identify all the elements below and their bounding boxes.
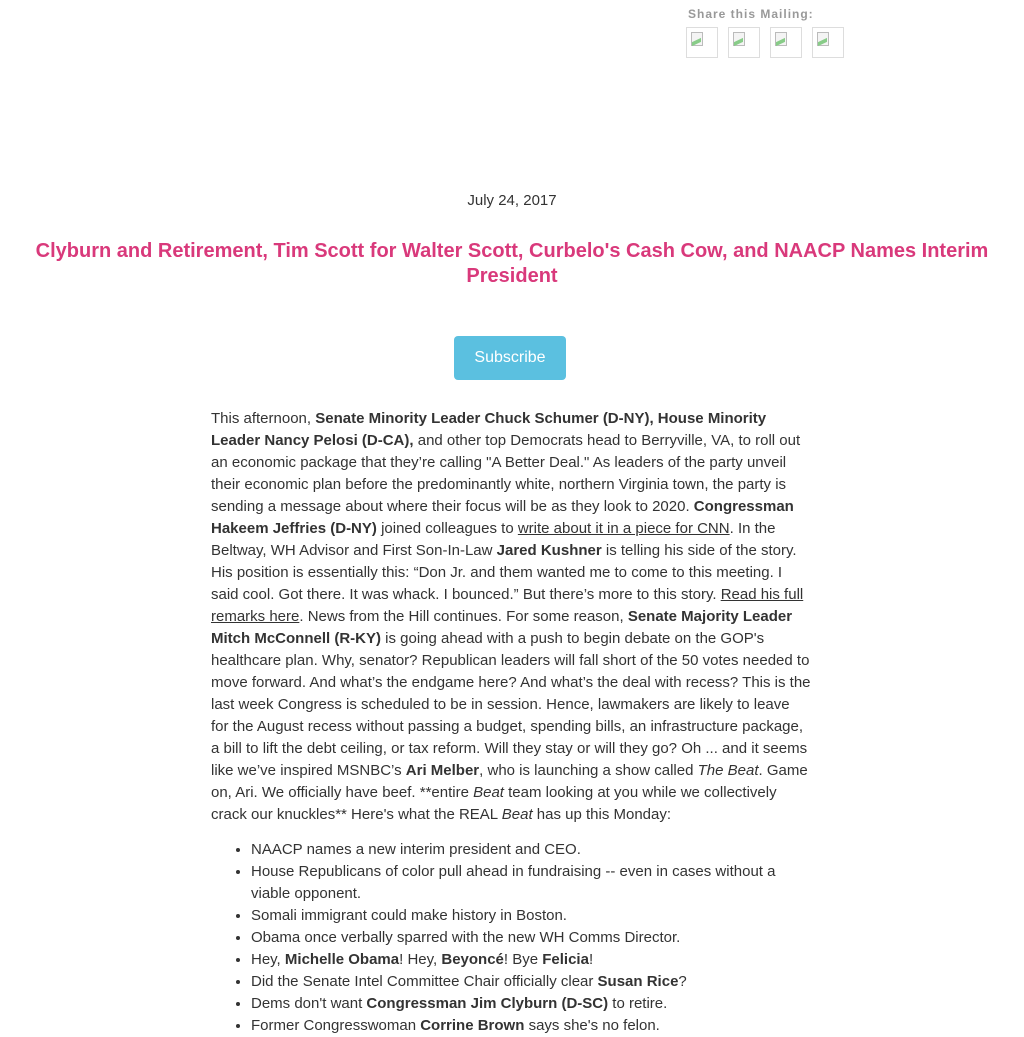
bold-name: Congressman Hakeem Jeffries (D-NY) — [211, 498, 794, 537]
text-segment: joined colleagues to — [376, 520, 518, 537]
text-segment: . In the Beltway, WH Advisor and First Son-In-Law — [211, 520, 776, 559]
article-link[interactable]: write about it in a piece for CNN — [517, 520, 730, 537]
text-segment: ? — [678, 973, 687, 990]
italic-text: Beat — [501, 806, 533, 823]
share-icon-4[interactable] — [812, 27, 844, 58]
bold-name: Felicia — [542, 951, 589, 968]
text-segment: Dems don't want — [251, 995, 367, 1012]
list-item — [251, 927, 811, 949]
text-segment: ! Bye — [503, 951, 543, 968]
text-segment: is going ahead with a push to begin debate on the GOP's healthcare plan. Why, senator? Republican leaders will fall short of the 50 votes needed to move forward. And what’s the endgame here? And what’s the deal with recess? This is the last week Congress is scheduled to be in session. Hence, lawmakers are likely to leave for the August recess without passing a budget, spending bills, an infrastructure package, a bill to lift the debt ceiling, or tax reform. Will they stay or will they go? Oh ... and it seems like we’ve inspired MSNBC’s — [211, 630, 811, 779]
text-segment: Hey, — [251, 951, 285, 968]
text-segment: ! — [588, 951, 594, 968]
list-item — [251, 971, 811, 993]
text-segment: says she's no felon. — [524, 1017, 660, 1034]
share-icons — [686, 27, 844, 58]
bold-name: Susan Rice — [597, 973, 679, 990]
list-item — [251, 861, 811, 905]
bold-name: Senate Minority Leader Chuck Schumer (D-NY), House Minority Leader Nancy Pelosi (D-CA), — [211, 410, 767, 449]
article-link[interactable]: Read his full remarks here — [211, 586, 804, 625]
bold-name: Ari Melber — [405, 762, 480, 779]
subscribe-button[interactable]: Subscribe — [454, 336, 566, 380]
text-segment: to retire. — [608, 995, 668, 1012]
bold-name: Jared Kushner — [496, 542, 602, 559]
text-segment: and other top Democrats head to Berryville, VA, to roll out an economic package that they’re calling "A Better Deal." As leaders of the party unveil their economic plan before the predominantly white, northern Virginia town, the party is sending a message about where their focus will be as they look to 2020. — [211, 432, 801, 515]
text-segment: . Game on, Ari. We officially have beef. **entire — [211, 762, 808, 801]
text-segment: ! Hey, — [399, 951, 442, 968]
mailing-date: July 24, 2017 — [467, 192, 557, 209]
text-segment: team looking at you while we collectively crack our knuckles** Here's what the REAL — [211, 784, 777, 823]
italic-text: The Beat — [697, 762, 759, 779]
text-segment: NAACP names a new interim president and CEO. — [251, 841, 581, 858]
page-title: Clyburn and Retirement, Tim Scott for Walter Scott, Curbelo's Cash Cow, and NAACP Names Interim President — [35, 240, 989, 287]
text-segment: Did the Senate Intel Committee Chair officially clear — [251, 973, 598, 990]
text-segment: . News from the Hill continues. For some reason, — [299, 608, 628, 625]
list-item — [251, 905, 811, 927]
italic-text: Beat — [473, 784, 504, 801]
share-section — [688, 7, 844, 58]
text-segment: has up this Monday: — [532, 806, 672, 823]
bold-name: Congressman Jim Clyburn (D-SC) — [366, 995, 609, 1012]
list-item — [251, 839, 811, 861]
share-label: Share this Mailing: — [688, 7, 814, 21]
bold-name: Corrine Brown — [420, 1017, 525, 1034]
share-icon-2[interactable] — [728, 27, 760, 58]
list-item — [251, 949, 811, 971]
text-segment: , who is launching a show called — [479, 762, 698, 779]
text-segment: This afternoon, — [211, 410, 316, 427]
text-segment: Former Congresswoman — [251, 1017, 421, 1034]
text-segment: Somali immigrant could make history in Boston. — [251, 907, 567, 924]
bold-name: Senate Majority Leader Mitch McConnell (R-KY) — [211, 608, 793, 647]
list-item — [251, 1015, 811, 1037]
text-segment: Obama once verbally sparred with the new WH Comms Director. — [251, 929, 681, 946]
bold-name: Beyoncé — [441, 951, 504, 968]
text-segment: House Republicans of color pull ahead in fundraising -- even in cases without a viable opponent. — [251, 863, 776, 902]
list-item — [251, 993, 811, 1015]
text-segment: is telling his side of the story. His position is essentially this: “Don Jr. and them wanted me to come to this meeting. I said cool. Got there. It was whack. I bounced.” But there’s more to this story. — [211, 542, 797, 603]
headline-list — [211, 839, 811, 1037]
bold-name: Michelle Obama — [284, 951, 400, 968]
article-content — [211, 408, 811, 1037]
article-paragraph — [211, 408, 811, 826]
share-icon-3[interactable] — [770, 27, 802, 58]
share-icon-1[interactable] — [686, 27, 718, 58]
